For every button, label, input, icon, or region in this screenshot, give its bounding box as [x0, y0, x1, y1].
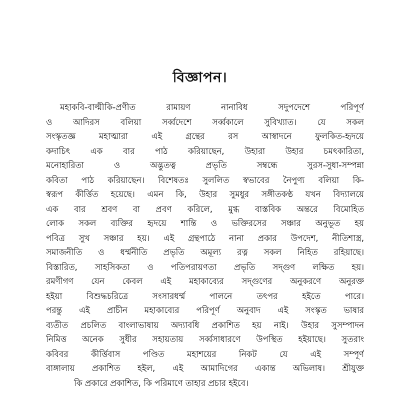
text-line: লোক সকল ব্যক্তির হৃদয়ে শান্তি ও ভক্তিরসের সঞ্চার অনুভূত হয়	[46, 218, 364, 228]
text-line: হইয়া বিশুদ্ধচরিত্রে সংসারধর্ম্ম পালনে তৎপর হইতে পারে।	[46, 290, 364, 301]
text-line: সমাজনীতি ও ধর্ম্মনীতি প্রভৃতি অমূল্য রত্ন সকল নিহিত রহিয়াছে।	[46, 247, 364, 257]
text-line: বিস্তারিত, সাহসিকতা ও পতিপরায়ণতা প্রভৃতি সদ্গুণ লক্ষিত হয়।	[46, 261, 364, 272]
text-line: কদাচিৎ এক বার পাঠ করিয়াছেন, উহারা উহার চমৎকারিতা,	[46, 145, 364, 156]
text-line: মহাকবি-বাল্মীকি-প্রণীত রামায়ণ নানাবিধ সদুপদেশে পরিপূর্ণ	[60, 102, 364, 112]
text-line: মনোহারিতা ও অদ্ভুতত্ব প্রভৃতি সম্বন্ধে সুরস-সুধা-সম্পন্না	[46, 160, 364, 170]
text-line: পবিত্র সুখ সঞ্চার হয়। এই গ্রন্থপাঠে নানা প্রকার উপদেশ, নীতিশাস্ত্র,	[46, 232, 364, 243]
document-title: বিজ্ঞাপন।	[172, 70, 228, 86]
text-line: কবিবর কীর্ত্তিবাস পণ্ডিত মহাশয়ের নিকট যে এই সম্পূর্ণ	[46, 348, 364, 359]
text-line: ব্যতীত প্রচলিত বাংলাভাষায় অদ্যাবধি প্রকাশিত হয় নাই। উহার সুসম্পাদন	[46, 319, 364, 330]
text-line: নিমিত্ত অনেক সুধীর সহায়তায় সর্ব্বসাধারণে উপস্থিত হইয়াছে। সুতরাং	[46, 334, 364, 344]
document-body	[46, 100, 364, 390]
text-line: সংস্কৃতজ্ঞ মহাত্মারা এই গ্রন্থের রস আস্বাদনে ফুলকিত-হৃদয়ে	[46, 131, 364, 141]
text-line: স্বরূপ কীর্ত্তিত হয়েছে। এমন কি, উহার সুমধুর সঙ্গীতকণ্ঠ যখন বিদ্যালয়ে	[46, 189, 364, 199]
text-line: ও আদিরস বলিয়া সর্ব্বদেশে সর্ব্বকালে সুবিখ্যাত। যে সকল	[46, 116, 364, 127]
text-line: পরন্তু এই প্রাচীন মহাকাব্যের পরিপূর্ণ অনুবাদ এই সংস্কৃত ভাষার	[46, 305, 364, 315]
text-line: বাঙ্গালায় প্রকাশিত হইল, এই আমাদিগের একান্ত অভিলাষ। শ্রীযুক্ত	[46, 363, 364, 373]
text-line: কি প্রকারে প্রকাশিত, কি পরিমাণে তাহার প্রচার হইবে।	[74, 377, 249, 388]
text-line: এক বার শ্রবণ বা প্রবণ করিলে, মুগ্ধ বাস্তবিক অন্তরে বিমোহিত	[46, 203, 364, 214]
text-line: কবিতা পাঠ করিয়াছেন। বিশেষতঃ সুললিত স্বভাবের নৈপুণ্য বলিয়া কি-	[46, 174, 364, 185]
text-line: রমণীগণ যেন কেবল এই মহাকাব্যের সদ্গুণের অনুকরণে অনুরক্ত	[46, 276, 364, 286]
